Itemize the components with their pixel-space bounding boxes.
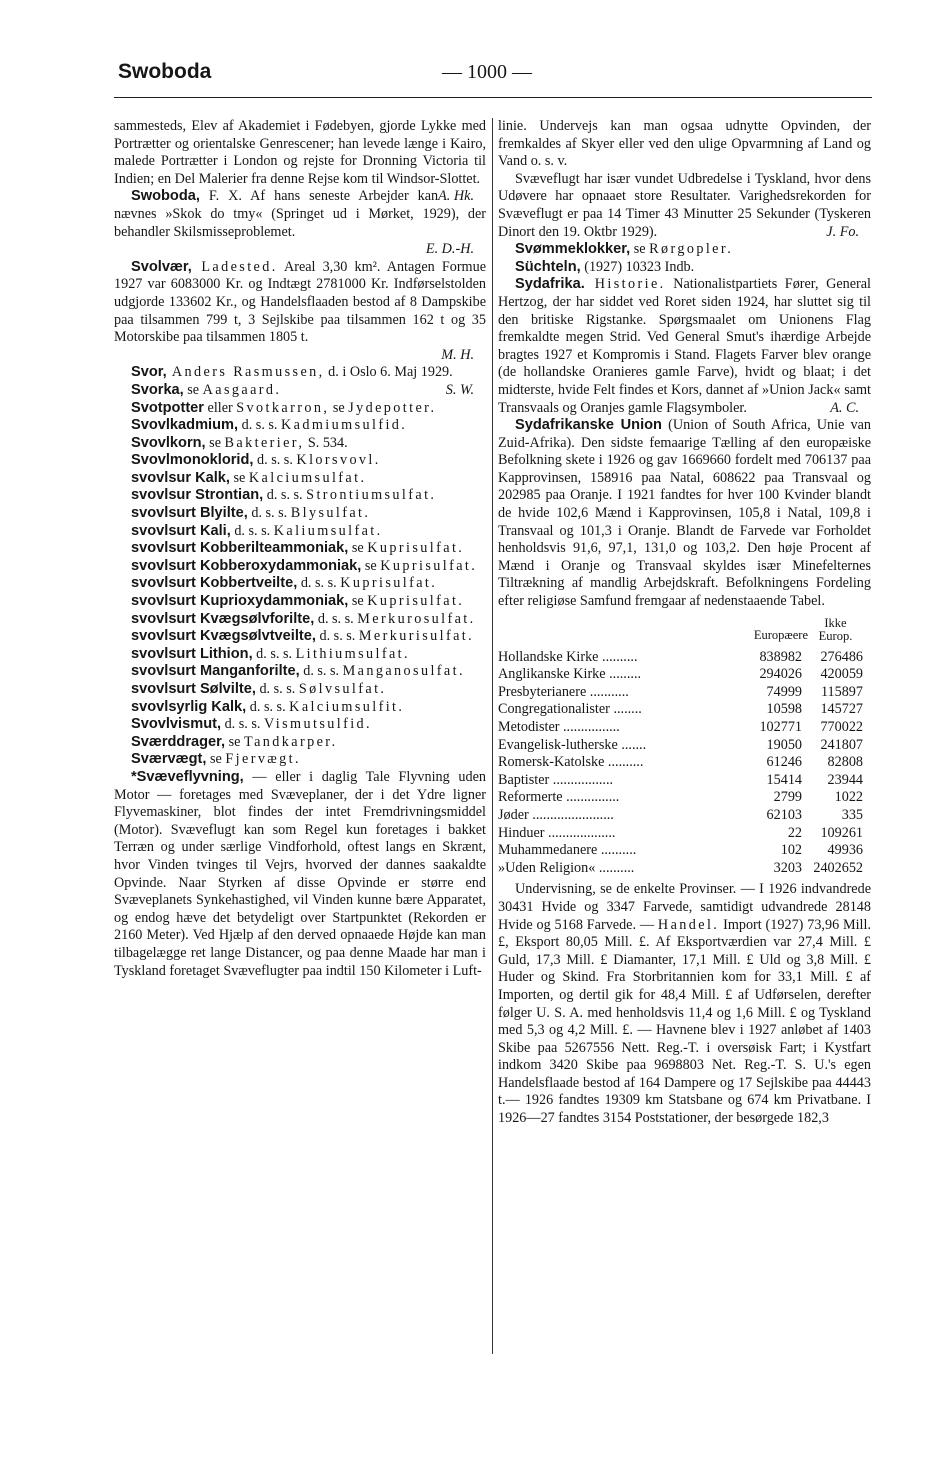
entry-text: se [348, 593, 368, 610]
row-label: Hinduer ................... [498, 824, 616, 841]
cross-reference: Kuprisulfat. [367, 540, 465, 557]
cell-europaeere: 10598 [766, 701, 802, 718]
cell-europaeere: 19050 [766, 736, 802, 753]
entry-sydafrikanske-union [498, 417, 871, 611]
entry-text: Nationalistpartiets Fører, General Hertzog, der har siddet ved Roret siden 1924, har sluttet sig til den britiske Rigstanke. Spørgsmaalet om Unionens Flag fremkaldte megen Strid. Ved General Smut's ihærdige Arbejde bragtes 1927 et Kompromis i Stand. Flagets Farver blev orange (de hollandske Oranieres gamle Farve), hvidt og blaat; i det midterste, hvide Felt findes et Kors, dannet af »Union Jack« samt Transvaals og Oranjes gamle Flagsymboler. [498, 276, 871, 416]
author-signature: E. D.-H. [425, 241, 474, 258]
entry-text: Areal 3,30 km². Antagen Formue 1927 var 6083000 Kr. og Indtægt 2781000 Kr. Indførselstolden udgjorde 133602 Kr., og Handelsflaaden bestod af 8 Dampskibe paa tilsammen 799 t, 3 Sejlskibe paa tilsammen 162 t og 35 Motorskibe paa tilsammen 1805 t. [114, 258, 486, 346]
entry-headword: svovlsurt Kobbertveilte, [131, 575, 298, 592]
entry-svovlsur-kalk [114, 470, 486, 488]
entry-suechteln [498, 259, 871, 277]
cell-ikke-europ: 82808 [827, 754, 863, 771]
entry-text: se [329, 399, 349, 416]
cross-reference: Vismutsulfid. [264, 716, 372, 733]
cell-ikke-europ: 276486 [820, 648, 863, 665]
entry-text: d. s. s. [221, 716, 264, 733]
entry-text: (1927) 10323 Indb. [580, 258, 695, 275]
row-label: Jøder ....................... [498, 806, 614, 823]
cell-ikke-europ: 2402652 [813, 859, 863, 876]
entry-text: d. s. s. [246, 698, 290, 715]
cross-reference: Merkurosulfat. [357, 610, 476, 627]
cross-reference: Blysulfat. [290, 505, 371, 522]
cell-europaeere: 15414 [766, 771, 802, 788]
entry-headword: Sværvægt, [131, 751, 207, 768]
entry-headword: svovlsurt Kobberoxydammoniak, [131, 557, 362, 574]
entry-text: — eller i daglig Tale Flyvning uden Motor — foretages med Svæveplaner, der i det Ydre ligner Flyvemaskiner, blot findes der intet Fremdrivningsmiddel (Motor). Svæveflugt kan som Regel kun foretages i bakket Terræn og under særlige Vindforhold, oftest langs en Skrænt, hvor Vinden tvinges til Vejrs, hvorved der dannes saakaldte Opvinde. Naar Styrken af disse Opvinde er større end Svæveplanets Synkehastighed, vil Vinden kunne bære Apparatet, og endog hæve det betydeligt over Startpunktet (Rekorden er 2160 Meter). Ved Hjælp af den derved opnaaede Højde kan man tilbagelægge ret lange Distancer, og paa denne Maade har man i Tyskland foretaget Svæveflugter paa indtil 150 Kilometer i Luft- [114, 768, 486, 979]
entry-svovlsurt-kvaegsoelvtveilte [114, 628, 486, 646]
spaced-term: Anders Rasmussen, [166, 364, 325, 381]
cell-ikke-europ: 115897 [820, 683, 863, 700]
entry-headword: Süchteln, [515, 258, 581, 275]
entry-headword: svovlsurt Kobberilteammoniak, [131, 540, 349, 557]
entry-text: d. s. s. [255, 681, 299, 697]
table-row [498, 825, 871, 843]
cross-reference: Jydepotter. [348, 399, 437, 416]
row-label: Baptister ................. [498, 771, 614, 788]
cross-reference: Kadmiumsulfid. [281, 417, 408, 434]
cross-reference: Manganosulfat. [342, 663, 465, 680]
table-row [498, 701, 871, 719]
entry-headword: svovlsurt Kvægsølvtveilte, [131, 628, 316, 645]
entry-text: d. s. s. [297, 575, 341, 592]
entry-headword: Svotpotter [131, 399, 204, 416]
row-label: Evangelisk-lutherske ....... [498, 736, 647, 753]
entry-text: d. s. s. [263, 487, 307, 504]
entry-svaeveflyvning [114, 769, 486, 980]
entry-headword: Swoboda, [131, 188, 200, 205]
author-signature: M. H. [441, 346, 474, 363]
entry-headword: Svolvær, [131, 258, 192, 275]
entry-text: eller [203, 399, 237, 416]
cell-ikke-europ: 1022 [834, 789, 863, 806]
spaced-term: Ladested. [191, 258, 278, 275]
entry-text: F. X. Af hans seneste Arbejder kan nævnes »Skok do tmy« (Springet ud i Mørket, 1929), der behandler Skilsmisseproblemet. [114, 188, 486, 240]
entry-svovlvismut [114, 716, 486, 734]
cell-ikke-europ: 49936 [827, 842, 863, 859]
cell-europaeere: 2799 [773, 789, 802, 806]
cell-ikke-europ: 145727 [820, 701, 863, 718]
entry-headword: svovlsyrlig Kalk, [131, 698, 247, 715]
cell-ikke-europ: 420059 [820, 666, 863, 683]
entry-svovlmonoklorid [114, 452, 486, 470]
entry-svovlsurt-lithion [114, 646, 486, 664]
entry-svaervaegt [114, 751, 486, 769]
entry-text: se [206, 751, 226, 768]
entry-text: se [183, 381, 203, 398]
entry-text: S. 534. [304, 434, 348, 451]
entry-svotpotter [114, 400, 486, 418]
cross-reference: Bakterier, [224, 434, 305, 451]
entry-text: d. s. s. [299, 663, 343, 680]
cross-reference: Rørgopler. [649, 241, 734, 258]
entry-headword: Svovlmonoklorid, [131, 452, 254, 469]
row-label: Anglikanske Kirke ......... [498, 666, 642, 683]
cell-ikke-europ: 770022 [820, 719, 863, 735]
entry-text: se [630, 241, 650, 258]
entry-headword: svovlsurt Manganforilte, [131, 663, 300, 680]
section-label: Historie. [584, 276, 666, 293]
table-row [498, 649, 871, 667]
entry-text: Import (1927) 73,96 Mill. £, Eksport 80,05 Mill. £. Af Eksportværdien var 27,4 Mill. £ Guld, 17,3 Mill. £ Diamanter, 17,1 Mill. £ Uld og 3,8 Mill. £ Huder og Skind. Fra Storbritannien kom for 33,1 Mill. £ af Importen, og dertil gik for 48,4 Mill. £ af Udførselen, derefter følger U. S. A. med henholdsvis 11,4 og 1,6 Mill. £ og Tyskland med 5,3 og 4,2 Mill. £. — Havnene blev i 1927 anløbet af 1403 Skibe paa 5267556 Nett. Reg.-T. i oversøisk Fart; i Kystfart indkom 3420 Skibe paa 9698803 Net. Reg.-T. S. U.'s egen Handelsflaade bestod af 164 Dampere og 17 Sejlskibe paa 44443 t.— 1926 fandtes 19309 km Statsbane og 674 km Privatbane. I 1926—27 fandtes 3154 Poststationer, der besørgede 182,3 [498, 916, 871, 1127]
entry-headword: svovlsurt Sølvilte, [131, 681, 256, 697]
entry-continuation: linie. Undervejs kan man ogsaa udnytte Opvinden, der fremkaldes af Skyer eller ved den ulige Opvarmning af Land og Vand o. s. v. [498, 118, 871, 170]
column-header-europaeere: Europæere [753, 627, 808, 642]
page-header [112, 58, 872, 94]
entry-headword: svovlsurt Kuprioxydammoniak, [131, 593, 349, 610]
entry-headword: Svømmeklokker, [515, 241, 631, 258]
page-number: — 1000 — [442, 61, 532, 83]
cell-europaeere: 294026 [759, 666, 802, 683]
entry-svovlsurt-soelvilte [114, 681, 486, 699]
left-column [114, 118, 486, 980]
right-column [498, 118, 871, 1128]
cross-reference: Sølvsulfat. [298, 681, 387, 697]
entry-text: d. s. s. [247, 505, 291, 522]
entry-svovlsur-strontian [114, 487, 486, 505]
table-row [498, 789, 871, 807]
entry-sydafrika [498, 276, 871, 417]
entry-headword: Svovlvismut, [131, 716, 222, 733]
entry-svovlsurt-kuprioxydammoniak [114, 593, 486, 611]
entry-text: (Union of South Africa, Unie van Zuid-Afrika). Den sidste femaarige Tælling af den europæiske Befolkning skete i 1926 og gav 1669660 fordelt med 706137 paa Kapprovinsen, 158916 paa Natal, 608622 paa Transvaal og 202985 paa Oranje. I 1921 fandtes for hver 100 Kvinder blandt de hvide 102,6 Mænd i Kapprovinsen, 105,8 i Natal, 109,8 i Transvaal og 101,3 i Oranje. Blandt de Farvede var Forholdet henholdsvis 91,6, 97,1, 131,0 og 103,2. Den høje Procent af Mænd i Oranje og Transvaal skyldes især Minefelternes Tiltrækning af mandlig Arbejdskraft. Befolkningens Fordeling efter religiøse Samfund fremgaar af nedenstaaende Tabel. [498, 417, 871, 610]
cross-reference: Kuprisulfat. [367, 593, 465, 610]
cross-reference: Klorsvovl. [296, 452, 381, 469]
entry-svovlsurt-blyilte [114, 505, 486, 523]
cell-europaeere: 102 [780, 842, 802, 859]
entry-headword: svovlsurt Lithion, [131, 645, 253, 662]
row-label: Hollandske Kirke .......... [498, 648, 638, 665]
entry-headword: svovlsurt Kvægsølvforilte, [131, 610, 315, 627]
entry-text: d. s. s. [230, 522, 274, 539]
running-title: Swoboda [118, 60, 212, 83]
entry-text: se [229, 469, 249, 486]
cell-europaeere: 62103 [766, 806, 802, 823]
entry-headword: svovlsurt Kali, [131, 522, 231, 539]
cell-ikke-europ: 241807 [820, 736, 863, 753]
entry-text: d. i Oslo 6. Maj 1929. [324, 364, 453, 381]
table-row [498, 807, 871, 825]
table-row [498, 719, 871, 737]
entry-svolvaer [114, 259, 486, 347]
section-label: Handel. [657, 916, 720, 933]
entry-text: d. s. s. [314, 610, 358, 627]
entry-svovlkorn [114, 435, 486, 453]
cross-reference: Kaliumsulfat. [273, 522, 383, 539]
entry-svaerddrager [114, 734, 486, 752]
cross-reference: Merkurisulfat. [358, 628, 475, 645]
table-body [498, 649, 871, 878]
entry-text: d. s. s. [253, 452, 297, 469]
entry-svovlsurt-kali [114, 523, 486, 541]
row-label: »Uden Religion« .......... [498, 859, 635, 876]
cell-europaeere: 838982 [759, 648, 802, 665]
entry-headword: *Svæveflyvning, [131, 768, 244, 785]
table-row [498, 754, 871, 772]
cell-europaeere: 102771 [759, 719, 802, 735]
entry-headword: svovlsurt Blyilte, [131, 505, 248, 522]
row-label: Reformerte ............... [498, 789, 620, 806]
entry-text: sammesteds, Elev af Akademiet i Fødebyen, gjorde Lykke med Portrætter og orientalske Genrescener; han levede længe i Kairo, malede Portrætter i London og rejste for Dronning Victoria til Indien; en Del Malerier fra denne Rejse kom til Windsor-Slottet. [114, 118, 486, 187]
entry-text: Undervisning, se de enkelte Provinser. — I 1926 indvandrede 30431 Hvide og 3347 Farvede, samtidigt udvandrede 28148 Hvide og 5168 Farvede. — [498, 881, 871, 933]
row-label: Congregationalister ........ [498, 701, 642, 718]
cross-reference: Tandkarper. [244, 733, 338, 750]
entry-text: se [225, 733, 245, 750]
row-label: Presbyterianere ........... [498, 683, 629, 700]
religion-table [498, 617, 871, 878]
entry-svovlsurt-kobberilteammoniak [114, 540, 486, 558]
cross-reference: Strontiumsulfat. [306, 487, 437, 504]
table-row [498, 666, 871, 684]
author-signature: A. Hk. [438, 188, 474, 205]
author-signature: A. C. [830, 399, 859, 416]
entry-text: Svæveflugt har især vundet Udbredelse i Tyskland, hvor dens Udøvere har opnaaet store Resultater. Varighedsrekorden for Svæveflugt er paa 14 Timer 43 Minutter 25 Sekunder (Tyskeren Dinort den 19. Oktbr 1929). [498, 170, 871, 240]
entry-headword: Svor, [131, 364, 167, 381]
cell-europaeere: 61246 [766, 754, 802, 771]
column-divider [492, 118, 493, 1354]
author-signature: S. W. [445, 381, 474, 398]
entry-text: d. s. s. [238, 417, 282, 434]
cell-europaeere: 74999 [766, 683, 802, 700]
cross-reference: Kalciumsulfit. [289, 698, 405, 715]
cross-reference: Kuprisulfat. [340, 575, 438, 592]
entry-text: d. s. s. [252, 645, 296, 662]
entry-svovlkadmium [114, 417, 486, 435]
entry-text: se [361, 557, 381, 574]
entry-svovlsurt-kobbertveilte [114, 575, 486, 593]
cell-ikke-europ: 335 [841, 806, 863, 823]
table-row [498, 684, 871, 702]
entry-headword: Sværddrager, [131, 733, 226, 750]
author-signature: J. Fo. [826, 223, 859, 240]
cell-ikke-europ: 109261 [820, 824, 863, 841]
table-header [498, 617, 871, 649]
entry-headword: svovlsur Strontian, [131, 487, 264, 504]
cell-ikke-europ: 23944 [827, 771, 863, 788]
row-label: Metodister ................ [498, 719, 620, 735]
cross-reference: Aasgaard. [202, 381, 282, 398]
entry-svoemmeklokker [498, 241, 871, 259]
entry-headword: Sydafrika. [515, 276, 585, 293]
cell-europaeere: 3203 [773, 859, 802, 876]
entry-svovlsurt-kobberoxydammoniak [114, 558, 486, 576]
entry-paragraph [498, 171, 871, 241]
entry-svovlsurt-manganforilte [114, 663, 486, 681]
cross-reference: Kalciumsulfat. [248, 469, 367, 486]
cross-reference: Fjervægt. [225, 751, 301, 768]
cell-europaeere: 22 [787, 824, 802, 841]
entry-paragraph [498, 881, 871, 1127]
header-rule [114, 97, 872, 98]
entry-headword: Sydafrikanske Union [515, 417, 662, 434]
entry-swoboda-fx [114, 188, 486, 241]
entry-text: se [348, 540, 368, 557]
entry-headword: svovlsur Kalk, [131, 469, 230, 486]
entry-headword: Svorka, [131, 381, 184, 398]
cross-reference: Lithiumsulfat. [295, 645, 410, 662]
table-row [498, 737, 871, 755]
row-label: Romersk-Katolske .......... [498, 754, 644, 771]
column-header-ikke-europ: Ikke Europ. [818, 615, 853, 643]
entry-svovlsurt-kvaegsoelvforilte [114, 611, 486, 629]
entry-headword: Svovlkorn, [131, 434, 206, 451]
row-label: Muhammedanere .......... [498, 842, 637, 859]
table-row [498, 860, 871, 878]
entry-headword: Svovlkadmium, [131, 417, 239, 434]
entry-text: d. s. s. [315, 628, 359, 645]
cross-reference: Kuprisulfat. [380, 557, 478, 574]
cross-reference: Svotkarron, [236, 399, 330, 416]
entry-svovlsyrlig-kalk [114, 699, 486, 717]
entry-text: se [205, 434, 225, 451]
table-row [498, 842, 871, 860]
table-row [498, 772, 871, 790]
